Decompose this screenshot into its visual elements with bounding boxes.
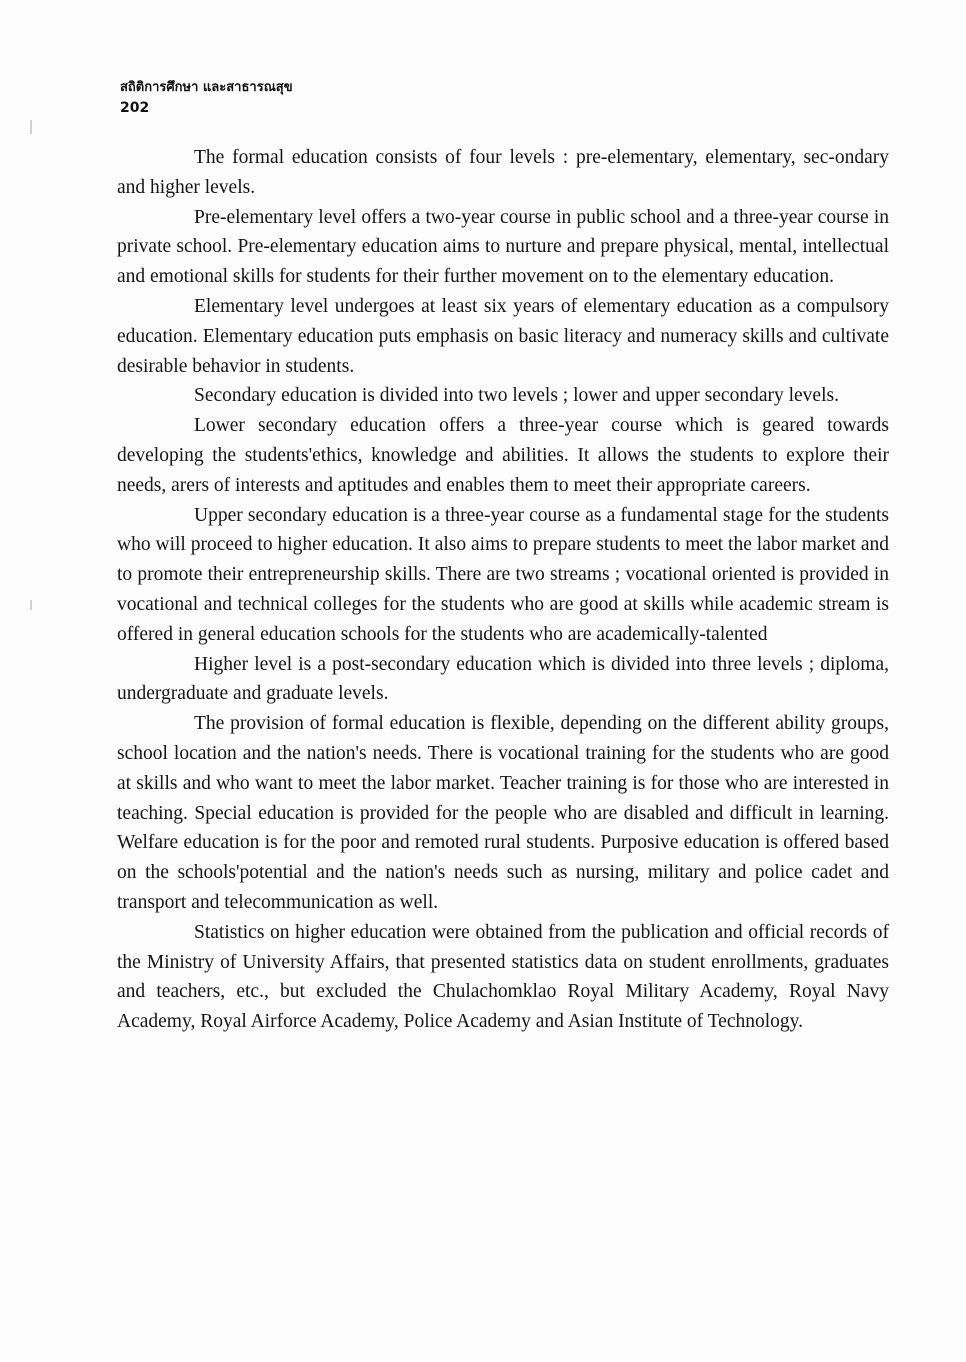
paragraph-elementary: Elementary level undergoes at least six years of elementary education as a compulsory education. Elementary education puts emphasis on basic literacy and numeracy skills and cultivate desirable behavior in students. <box>117 295 889 377</box>
paragraph-lower-secondary: Lower secondary education offers a three-year course which is geared towards developing the students'ethics, knowledge and abilities. It allows the students to explore their needs, arers of interests and aptitudes and enables them to meet their appropriate careers. <box>117 415 889 496</box>
running-title: สถิติการศึกษา และสาธารณสุข <box>120 80 293 95</box>
paragraph-pre-elementary: Pre-elementary level offers a two-year course in public school and a three-year course in private school. Pre-elementary education aims to nurture and prepare physical, mental, intellectual and emotional skills for students for their further movement on to the elementary education. <box>117 206 889 288</box>
page-number: 202 <box>120 100 150 116</box>
paragraph-statistics: Statistics on higher education were obtained from the publication and official records of the Ministry of University Affairs, that presented statistics data on student enrollments, graduates and teachers, etc., but excluded the Chulachomklao Royal Military Academy, Royal Navy Academy, Royal Airforce Academy, Police Academy and Asian Institute of Technology. <box>117 921 889 1033</box>
paragraph-higher-level: Higher level is a post-secondary education which is divided into three levels ; diploma, undergraduate and graduate levels. <box>117 653 889 705</box>
scan-margin-mark <box>30 120 32 134</box>
paragraph-formal-education: The formal education consists of four levels : pre-elementary, elementary, sec-ondary and higher levels. <box>117 147 889 198</box>
paragraph-provision: The provision of formal education is flexible, depending on the different ability groups, school location and the nation's needs. There is vocational training for the students who are good at skills and who want to meet the labor market. Teacher training is for those who are interested in teaching. Special education is provided for the people who are disabled and difficult in learning. Welfare education is for the poor and remoted rural students. Purposive education is offered based on the schools'potential and the nation's needs such as nursing, military and police cadet and transport and telecommunication as well. <box>117 713 889 913</box>
scan-margin-mark <box>30 600 32 610</box>
paragraph-secondary: Secondary education is divided into two levels ; lower and upper secondary levels. <box>194 385 839 407</box>
paragraph-upper-secondary: Upper secondary education is a three-year course as a fundamental stage for the students who will proceed to higher education. It also aims to prepare students to meet the labor market and to promote their entrepreneurship skills. There are two streams ; vocational oriented is provided in vocational and technical colleges for the students who are good at skills while academic stream is offered in general education schools for the students who are academically-talented <box>117 504 889 645</box>
body-text <box>117 143 889 1037</box>
